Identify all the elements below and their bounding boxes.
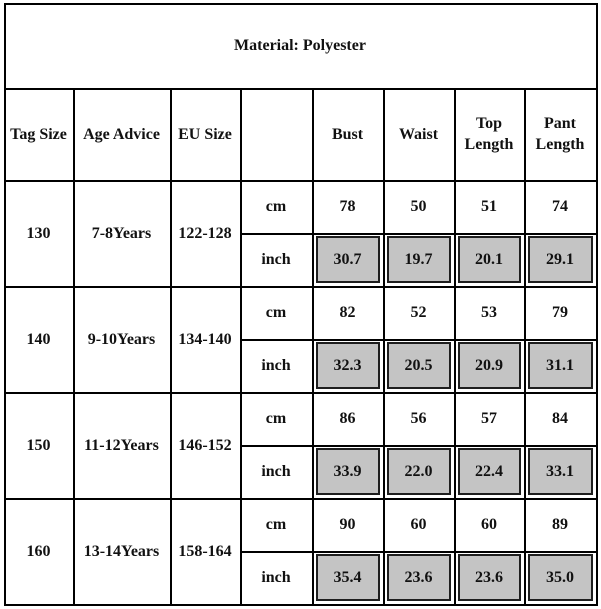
- cm-value-bust: 86: [339, 410, 356, 427]
- column-header-pant-length: Pant Length: [535, 115, 585, 153]
- eu-size-cell: 122-128: [178, 224, 232, 242]
- column-header-age-advice: Age Advice: [83, 125, 160, 143]
- column-header-top-length: Top Length: [464, 115, 514, 153]
- eu-size-cell: 158-164: [178, 542, 232, 560]
- grid-line-vertical: [4, 3, 6, 606]
- unit-label-cm: cm: [265, 410, 287, 427]
- inch-value-pant: 31.1: [546, 357, 574, 374]
- inch-value-waist: 20.5: [404, 357, 433, 374]
- inch-value-bust: 35.4: [333, 569, 362, 586]
- table-title: Material: Polyester: [234, 37, 366, 54]
- inch-value-pant: 29.1: [546, 251, 574, 268]
- grid-line-horizontal: [4, 180, 598, 182]
- inch-value-top: 22.4: [475, 463, 503, 480]
- cm-value-pant: 74: [552, 198, 568, 215]
- age-advice-cell: 9-10Years: [87, 330, 156, 348]
- tag-size-cell: 140: [26, 330, 51, 348]
- grid-line-horizontal: [4, 498, 598, 500]
- grid-line-horizontal: [240, 551, 598, 553]
- cm-value-top: 53: [481, 304, 497, 321]
- age-advice-cell: 11-12Years: [84, 436, 159, 454]
- grid-line-horizontal: [240, 445, 598, 447]
- grid-line-vertical: [170, 88, 172, 606]
- cm-value-waist: 52: [410, 304, 427, 321]
- cm-value-pant: 84: [552, 410, 568, 427]
- eu-size-cell: 146-152: [178, 436, 232, 454]
- unit-label-cm: cm: [265, 516, 287, 533]
- column-header-bust: Bust: [331, 125, 364, 143]
- grid-line-horizontal: [240, 233, 598, 235]
- tag-size-cell: 150: [26, 436, 51, 454]
- unit-label-cm: cm: [265, 198, 287, 215]
- column-header-eu-size: EU Size: [178, 125, 232, 143]
- age-advice-cell: 13-14Years: [83, 542, 160, 560]
- column-header-waist: Waist: [398, 125, 439, 143]
- inch-value-bust: 32.3: [333, 357, 362, 374]
- inch-value-bust: 30.7: [333, 251, 362, 268]
- inch-value-pant: 35.0: [546, 569, 574, 586]
- inch-value-top: 20.1: [475, 251, 503, 268]
- unit-label-inch: inch: [261, 463, 291, 480]
- inch-value-pant: 33.1: [546, 463, 574, 480]
- cm-value-pant: 89: [552, 516, 568, 533]
- age-advice-cell: 7-8Years: [91, 224, 152, 242]
- cm-value-waist: 56: [410, 410, 427, 427]
- cm-value-top: 57: [481, 410, 497, 427]
- cm-value-waist: 60: [410, 516, 427, 533]
- grid-line-vertical: [73, 88, 75, 606]
- column-header-tag-size: Tag Size: [10, 125, 67, 143]
- inch-value-waist: 23.6: [404, 569, 433, 586]
- grid-line-vertical: [240, 88, 242, 606]
- grid-line-vertical: [596, 3, 598, 606]
- inch-value-waist: 19.7: [404, 251, 433, 268]
- grid-line-horizontal: [4, 286, 598, 288]
- inch-value-bust: 33.9: [333, 463, 362, 480]
- grid-line-vertical: [524, 88, 526, 606]
- grid-line-horizontal: [4, 392, 598, 394]
- cm-value-bust: 78: [339, 198, 356, 215]
- tag-size-cell: 160: [26, 542, 51, 560]
- grid-line-vertical: [383, 88, 385, 606]
- inch-value-top: 20.9: [475, 357, 503, 374]
- grid-line-vertical: [454, 88, 456, 606]
- column-header-unit: [240, 88, 312, 180]
- grid-line-horizontal: [4, 3, 598, 5]
- grid-line-horizontal: [4, 604, 598, 606]
- cm-value-pant: 79: [552, 304, 568, 321]
- unit-label-inch: inch: [261, 569, 291, 586]
- grid-line-horizontal: [4, 88, 598, 90]
- cm-value-bust: 90: [339, 516, 356, 533]
- cm-value-waist: 50: [410, 198, 427, 215]
- unit-label-inch: inch: [261, 251, 291, 268]
- inch-value-top: 23.6: [475, 569, 503, 586]
- unit-label-inch: inch: [261, 357, 291, 374]
- inch-value-waist: 22.0: [404, 463, 433, 480]
- cm-value-bust: 82: [339, 304, 356, 321]
- tag-size-cell: 130: [26, 224, 51, 242]
- unit-label-cm: cm: [265, 304, 287, 321]
- grid-line-vertical: [312, 88, 314, 606]
- cm-value-top: 60: [481, 516, 497, 533]
- grid-line-horizontal: [240, 339, 598, 341]
- cm-value-top: 51: [481, 198, 497, 215]
- eu-size-cell: 134-140: [178, 330, 232, 348]
